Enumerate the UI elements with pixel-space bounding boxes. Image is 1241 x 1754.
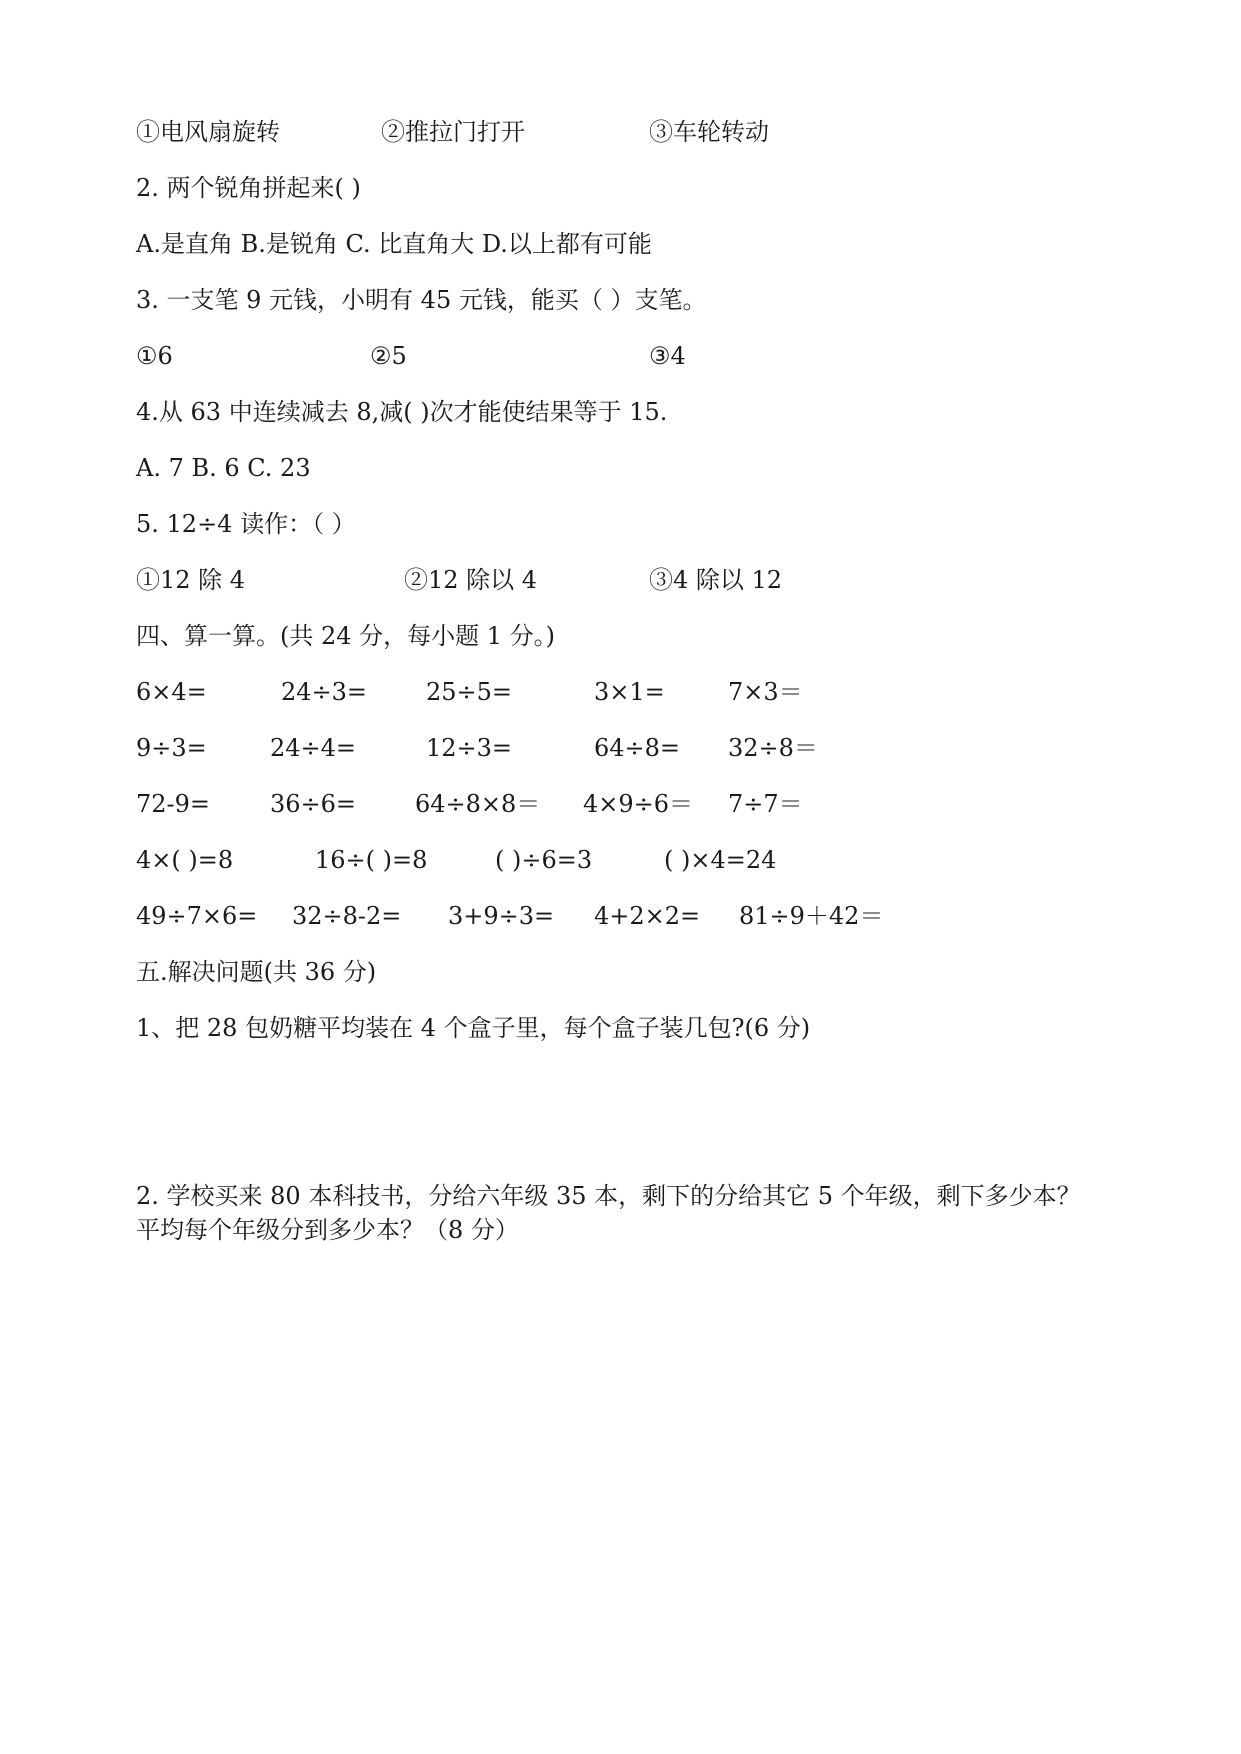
calc-r2-c5: 32÷8＝ bbox=[728, 734, 818, 762]
q5-option-2: ②12 除以 4 bbox=[404, 566, 538, 594]
calc-r2-c2: 24÷4= bbox=[270, 734, 357, 762]
q1-option-3: ③车轮转动 bbox=[649, 118, 769, 146]
section4-title: 四、算一算。(共 24 分，每小题 1 分。) bbox=[136, 622, 556, 650]
calc-r3-c2: 36÷6= bbox=[270, 790, 357, 818]
q5-stem: 5. 12÷4 读作：（ ） bbox=[136, 510, 356, 538]
calc-r1-c1: 6×4= bbox=[136, 678, 207, 706]
calc-r4-c1: 4×( )=8 bbox=[136, 846, 234, 874]
calc-r1-c2: 24÷3= bbox=[281, 678, 368, 706]
section5-title: 五.解决问题(共 36 分) bbox=[136, 958, 377, 986]
calc-r1-c3: 25÷5= bbox=[426, 678, 513, 706]
q2-stem: 2. 两个锐角拼起来( ) bbox=[136, 174, 361, 202]
q2-options: A.是直角 B.是锐角 C. 比直角大 D.以上都有可能 bbox=[136, 230, 652, 258]
calc-r3-c4: 4×9÷6＝ bbox=[583, 790, 694, 818]
q1-option-2: ②推拉门打开 bbox=[381, 118, 525, 146]
q1-option-1: ①电风扇旋转 bbox=[136, 118, 280, 146]
q5-option-3: ③4 除以 12 bbox=[649, 566, 783, 594]
calc-r3-c3: 64÷8×8＝ bbox=[415, 790, 541, 818]
calc-r2-c4: 64÷8= bbox=[594, 734, 681, 762]
q3-stem: 3. 一支笔 9 元钱，小明有 45 元钱，能买（ ）支笔。 bbox=[136, 286, 707, 314]
q4-stem: 4.从 63 中连续减去 8,减( )次才能使结果等于 15. bbox=[136, 398, 668, 426]
problem-1: 1、把 28 包奶糖平均装在 4 个盒子里，每个盒子装几包?(6 分) bbox=[136, 1014, 811, 1042]
calc-r2-c3: 12÷3= bbox=[426, 734, 513, 762]
calc-r5-c3: 3+9÷3= bbox=[448, 902, 555, 930]
q3-option-1: ①6 bbox=[136, 342, 173, 370]
calc-r5-c1: 49÷7×6= bbox=[136, 902, 258, 930]
calc-r5-c4: 4+2×2= bbox=[594, 902, 701, 930]
calc-r2-c1: 9÷3= bbox=[136, 734, 207, 762]
problem-2-line-2: 平均每个年级分到多少本？（8 分） bbox=[136, 1216, 519, 1244]
calc-r1-c4: 3×1= bbox=[594, 678, 665, 706]
calc-r5-c2: 32÷8-2= bbox=[292, 902, 402, 930]
problem-2-line-1: 2. 学校买来 80 本科技书，分给六年级 35 本，剩下的分给其它 5 个年级，剩下多少本？ bbox=[136, 1182, 1081, 1210]
calc-r4-c4: ( )×4=24 bbox=[664, 846, 777, 874]
q3-option-3: ③4 bbox=[649, 342, 686, 370]
calc-r5-c5: 81÷9＋42＝ bbox=[739, 902, 884, 930]
q3-option-2: ②5 bbox=[370, 342, 407, 370]
calc-r4-c3: ( )÷6=3 bbox=[495, 846, 593, 874]
calc-r3-c5: 7÷7＝ bbox=[728, 790, 803, 818]
q4-options: A. 7 B. 6 C. 23 bbox=[136, 454, 311, 482]
q5-option-1: ①12 除 4 bbox=[136, 566, 246, 594]
calc-r1-c5: 7×3＝ bbox=[728, 678, 803, 706]
calc-r4-c2: 16÷( )=8 bbox=[315, 846, 428, 874]
calc-r3-c1: 72-9= bbox=[136, 790, 211, 818]
